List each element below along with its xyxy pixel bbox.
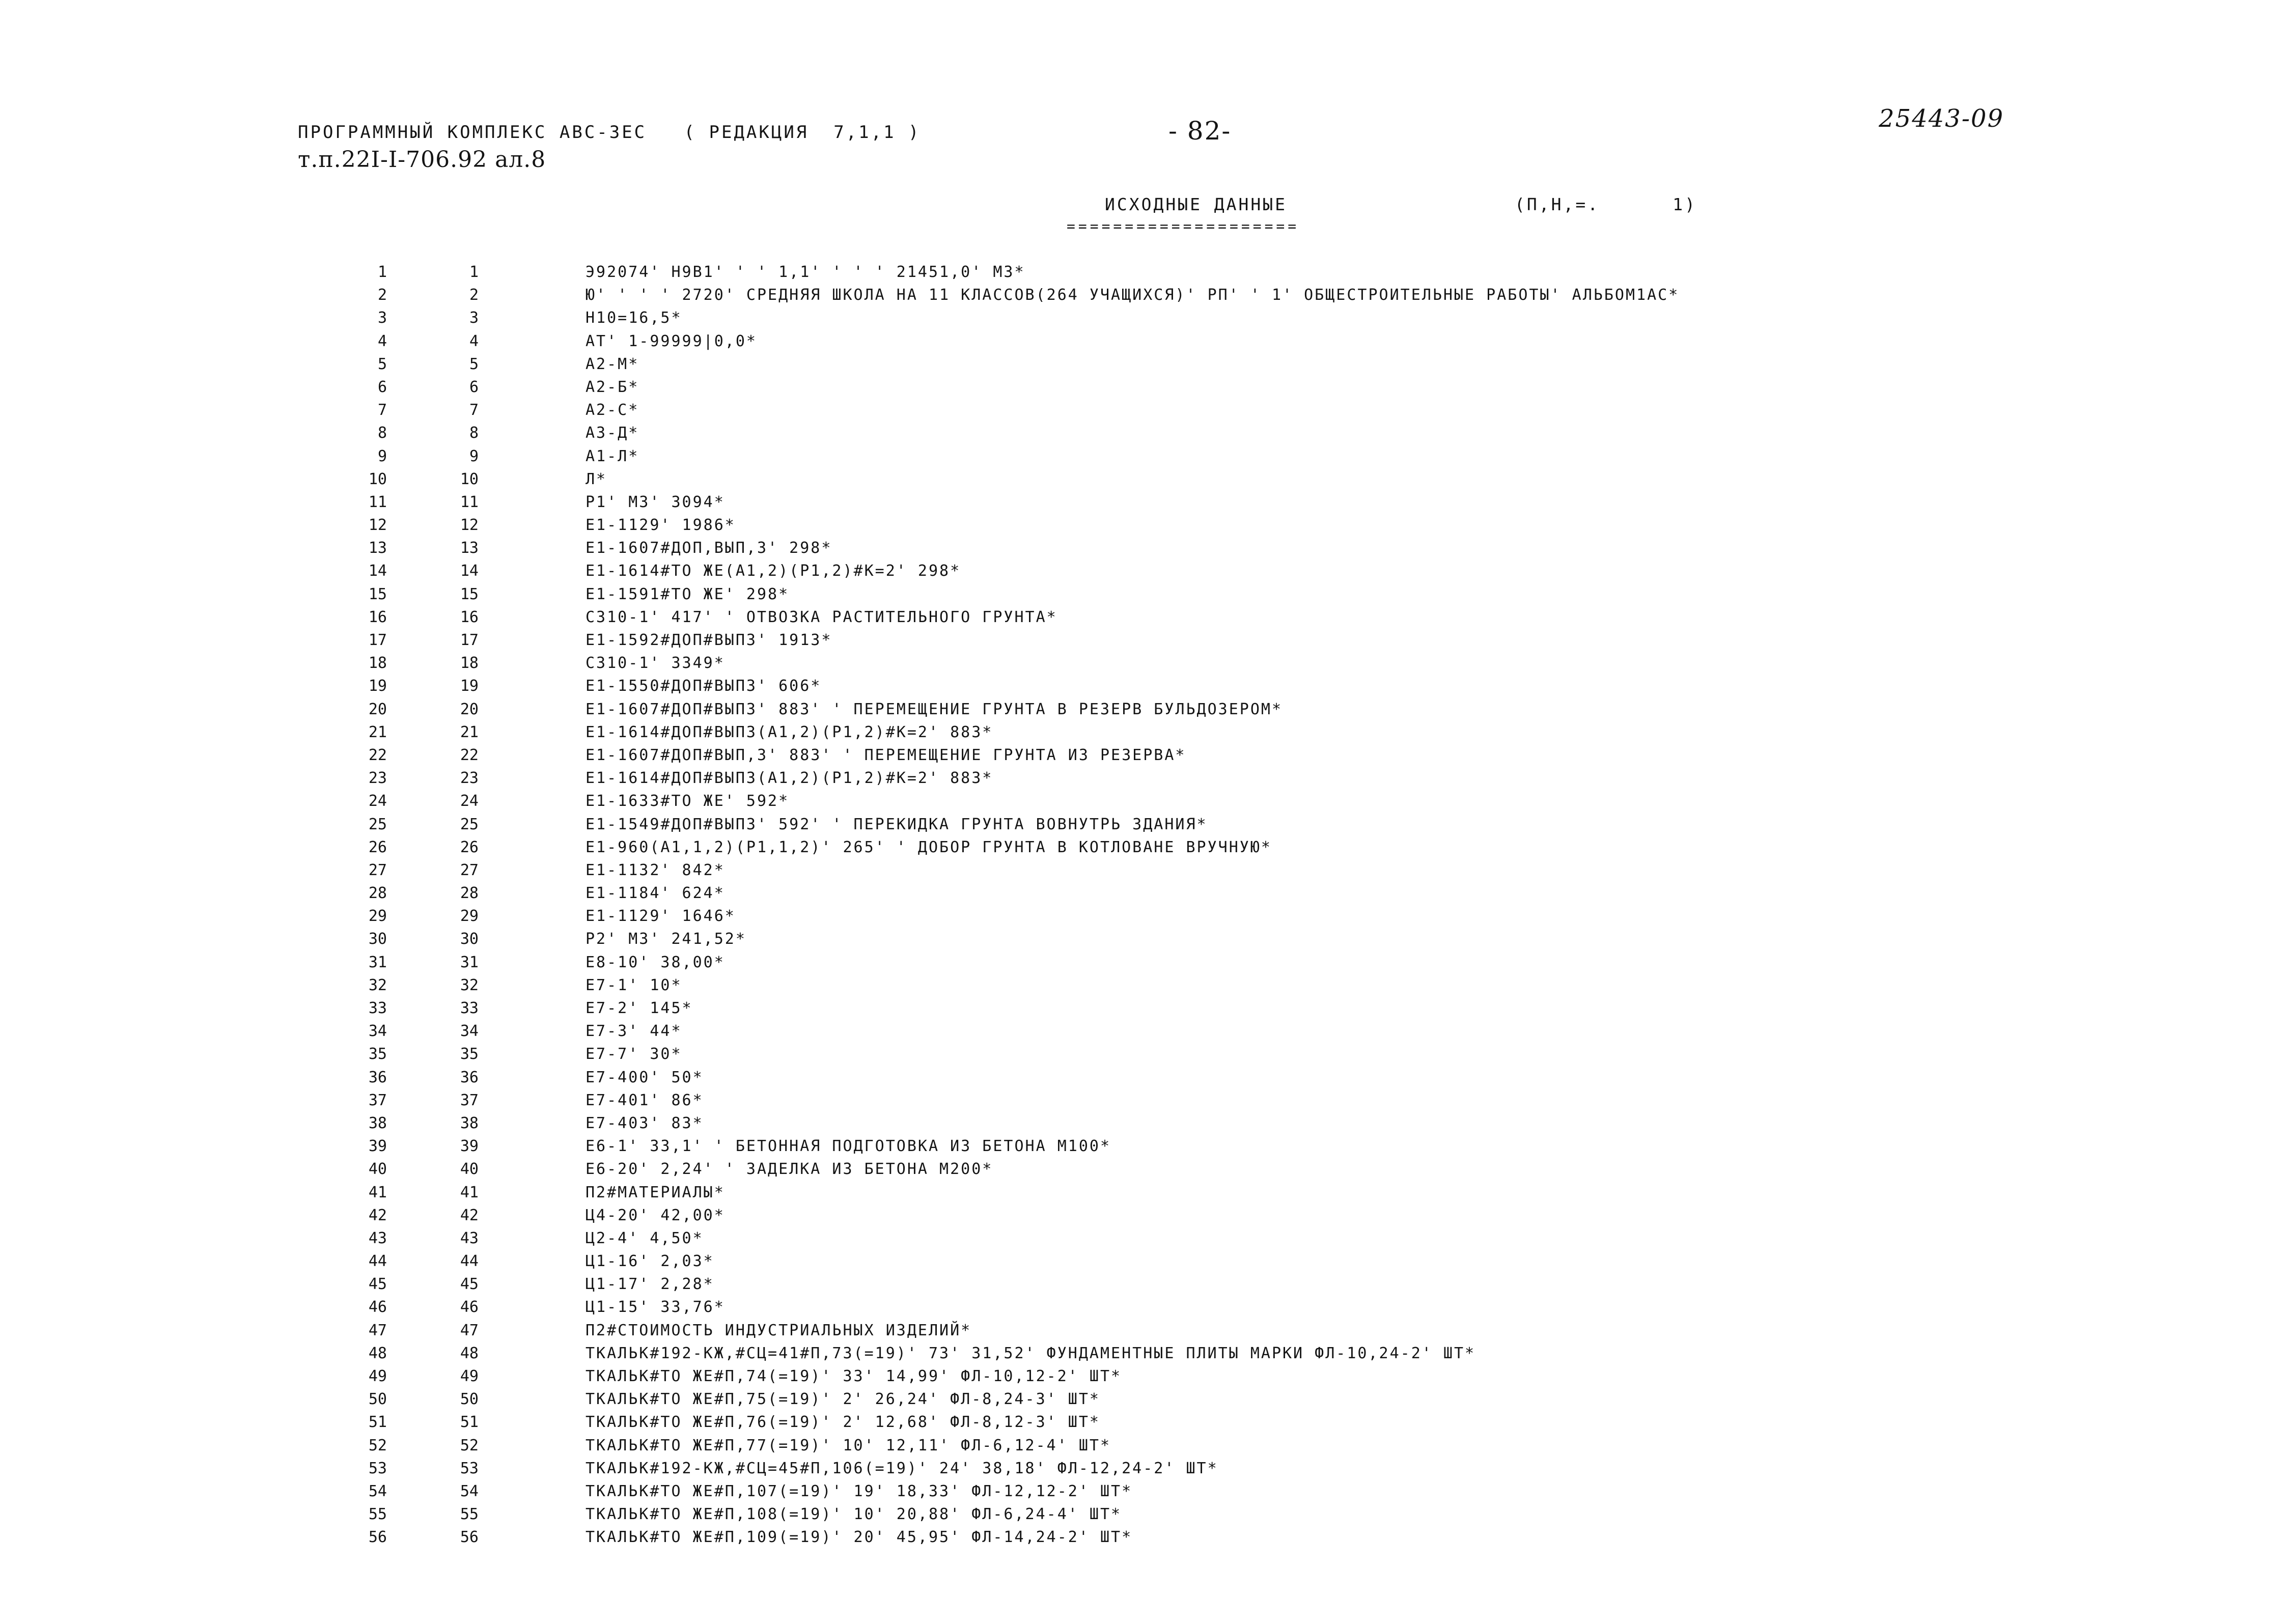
line-number: 42 bbox=[368, 1206, 387, 1224]
listing-row bbox=[0, 1365, 2285, 1388]
record-text: Е1-1129' 1646* bbox=[586, 907, 736, 926]
line-number: 21 bbox=[368, 723, 387, 741]
record-number: 46 bbox=[460, 1298, 479, 1317]
record-text: Е1-1607#ДОП#ВЫП,3' 883' ' ПЕРЕМЕЩЕНИЕ ГРУНТА ИЗ РЕЗЕРВА* bbox=[586, 746, 1186, 764]
record-text: Ц1-15' 33,76* bbox=[586, 1298, 725, 1317]
line-number: 7 bbox=[377, 401, 387, 419]
record-text: Е1-1614#ТО ЖЕ(А1,2)(Р1,2)#К=2' 298* bbox=[586, 562, 961, 580]
record-number: 10 bbox=[460, 470, 479, 488]
archive-number: 25443-09 bbox=[1879, 104, 2004, 133]
line-number: 3 bbox=[377, 309, 387, 327]
record-text: А2-Б* bbox=[586, 378, 639, 396]
record-text: ТКАЛЬК#ТО ЖЕ#П,77(=19)' 10' 12,11' ФЛ-6,12-4' ШТ* bbox=[586, 1436, 1111, 1454]
listing-row bbox=[0, 468, 2285, 491]
listing-row bbox=[0, 1066, 2285, 1089]
record-number: 42 bbox=[460, 1206, 479, 1224]
record-number: 44 bbox=[460, 1252, 479, 1271]
line-number: 36 bbox=[368, 1068, 387, 1086]
record-number: 17 bbox=[460, 631, 479, 649]
record-number: 30 bbox=[460, 930, 479, 948]
line-number: 49 bbox=[368, 1367, 387, 1385]
line-number: 54 bbox=[368, 1482, 387, 1500]
listing-row bbox=[0, 353, 2285, 376]
record-number: 27 bbox=[460, 861, 479, 879]
listing-row bbox=[0, 1043, 2285, 1066]
record-number: 11 bbox=[460, 493, 479, 511]
record-number: 54 bbox=[460, 1482, 479, 1500]
record-text: Е6-1' 33,1' ' БЕТОННАЯ ПОДГОТОВКА ИЗ БЕТОНА М100* bbox=[586, 1137, 1111, 1156]
listing-row bbox=[0, 882, 2285, 905]
listing-row bbox=[0, 836, 2285, 859]
record-number: 12 bbox=[460, 516, 479, 535]
line-number: 50 bbox=[368, 1390, 387, 1409]
listing-row bbox=[0, 284, 2285, 306]
line-number: 17 bbox=[368, 631, 387, 649]
line-number: 10 bbox=[368, 470, 387, 488]
line-number: 40 bbox=[368, 1160, 387, 1179]
record-text: Е1-1614#ДОП#ВЫП3(А1,2)(Р1,2)#К=2' 883* bbox=[586, 723, 993, 741]
listing-row bbox=[0, 306, 2285, 329]
line-number: 9 bbox=[377, 447, 387, 465]
record-number: 8 bbox=[469, 424, 479, 442]
listing-row bbox=[0, 1020, 2285, 1043]
listing-row bbox=[0, 1250, 2285, 1273]
record-text: Л* bbox=[586, 470, 607, 488]
line-number: 14 bbox=[368, 562, 387, 580]
record-text: П2#СТОИМОСТЬ ИНДУСТРИАЛЬНЫХ ИЗДЕЛИЙ* bbox=[586, 1321, 972, 1339]
record-number: 5 bbox=[469, 355, 479, 373]
line-number: 35 bbox=[368, 1045, 387, 1063]
record-text: Е1-1550#ДОП#ВЫП3' 606* bbox=[586, 677, 822, 695]
record-text: Е1-960(А1,1,2)(Р1,1,2)' 265' ' ДОБОР ГРУНТА В КОТЛОВАНЕ ВРУЧНУЮ* bbox=[586, 838, 1272, 856]
line-number: 18 bbox=[368, 654, 387, 673]
document-reference: т.п.22I-I-706.92 ал.8 bbox=[298, 147, 546, 173]
record-number: 47 bbox=[460, 1321, 479, 1339]
listing-row bbox=[0, 1457, 2285, 1480]
line-number: 5 bbox=[377, 355, 387, 373]
listing-row bbox=[0, 1319, 2285, 1342]
record-text: ТКАЛЬК#ТО ЖЕ#П,76(=19)' 2' 12,68' ФЛ-8,12-3' ШТ* bbox=[586, 1413, 1100, 1432]
record-number: 28 bbox=[460, 884, 479, 903]
record-number: 4 bbox=[469, 332, 479, 350]
listing-row bbox=[0, 1526, 2285, 1549]
line-number: 55 bbox=[368, 1505, 387, 1524]
line-number: 4 bbox=[377, 332, 387, 350]
listing-row bbox=[0, 974, 2285, 997]
listing-row bbox=[0, 1227, 2285, 1250]
listing-row bbox=[0, 559, 2285, 582]
record-text: ТКАЛЬК#192-КЖ,#СЦ=41#П,73(=19)' 73' 31,52' ФУНДАМЕНТНЫЕ ПЛИТЫ МАРКИ ФЛ-10,24-2' ШТ* bbox=[586, 1344, 1476, 1362]
record-text: ТКАЛЬК#ТО ЖЕ#П,75(=19)' 2' 26,24' ФЛ-8,24-3' ШТ* bbox=[586, 1390, 1100, 1409]
record-text: Е1-1184' 624* bbox=[586, 884, 725, 903]
listing-row bbox=[0, 1273, 2285, 1296]
line-number: 30 bbox=[368, 930, 387, 948]
record-number: 29 bbox=[460, 907, 479, 926]
line-number: 26 bbox=[368, 838, 387, 856]
record-text: Е1-1614#ДОП#ВЫП3(А1,2)(Р1,2)#К=2' 883* bbox=[586, 769, 993, 788]
record-number: 20 bbox=[460, 700, 479, 718]
record-text: Э92074' Н9В1' ' ' 1,1' ' ' ' 21451,0' М3* bbox=[586, 263, 1025, 281]
record-text: ТКАЛЬК#ТО ЖЕ#П,109(=19)' 20' 45,95' ФЛ-14,24-2' ШТ* bbox=[586, 1528, 1133, 1547]
record-text: Е1-1549#ДОП#ВЫП3' 592' ' ПЕРЕКИДКА ГРУНТА ВОВНУТРЬ ЗДАНИЯ* bbox=[586, 815, 1208, 833]
record-number: 6 bbox=[469, 378, 479, 396]
record-text: ТКАЛЬК#ТО ЖЕ#П,108(=19)' 10' 20,88' ФЛ-6,24-4' ШТ* bbox=[586, 1505, 1122, 1524]
record-number: 19 bbox=[460, 677, 479, 695]
listing-row bbox=[0, 928, 2285, 950]
line-number: 25 bbox=[368, 815, 387, 833]
record-text: Е7-1' 10* bbox=[586, 976, 682, 994]
line-number: 53 bbox=[368, 1459, 387, 1477]
line-number: 13 bbox=[368, 539, 387, 557]
line-number: 29 bbox=[368, 907, 387, 926]
record-number: 14 bbox=[460, 562, 479, 580]
listing-row bbox=[0, 721, 2285, 744]
record-number: 13 bbox=[460, 539, 479, 557]
record-number: 37 bbox=[460, 1091, 479, 1109]
line-number: 20 bbox=[368, 700, 387, 718]
line-number: 1 bbox=[377, 263, 387, 281]
record-text: Н10=16,5* bbox=[586, 309, 682, 327]
listing-row bbox=[0, 675, 2285, 697]
record-number: 33 bbox=[460, 999, 479, 1017]
record-number: 49 bbox=[460, 1367, 479, 1385]
listing-row bbox=[0, 813, 2285, 836]
record-text: ТКАЛЬК#ТО ЖЕ#П,74(=19)' 33' 14,99' ФЛ-10,12-2' ШТ* bbox=[586, 1367, 1122, 1385]
listing-row bbox=[0, 399, 2285, 422]
listing-row bbox=[0, 537, 2285, 559]
record-number: 15 bbox=[460, 585, 479, 603]
line-number: 46 bbox=[368, 1298, 387, 1317]
listing-row bbox=[0, 1296, 2285, 1319]
line-number: 2 bbox=[377, 286, 387, 304]
listing-row bbox=[0, 1388, 2285, 1411]
line-number: 15 bbox=[368, 585, 387, 603]
listing-row bbox=[0, 376, 2285, 399]
record-number: 24 bbox=[460, 792, 479, 810]
line-number: 41 bbox=[368, 1183, 387, 1201]
record-text: Е1-1607#ДОП,ВЫП,3' 298* bbox=[586, 539, 832, 557]
section-title-underline: ==================== bbox=[1067, 218, 1300, 235]
record-number: 36 bbox=[460, 1068, 479, 1086]
record-text: Е7-403' 83* bbox=[586, 1114, 704, 1132]
record-number: 1 bbox=[469, 263, 479, 281]
listing-row bbox=[0, 1089, 2285, 1112]
line-number: 22 bbox=[368, 746, 387, 764]
line-number: 52 bbox=[368, 1436, 387, 1454]
record-number: 55 bbox=[460, 1505, 479, 1524]
record-text: С310-1' 417' ' ОТВОЗКА РАСТИТЕЛЬНОГО ГРУНТА* bbox=[586, 608, 1057, 626]
record-number: 3 bbox=[469, 309, 479, 327]
record-number: 45 bbox=[460, 1275, 479, 1294]
record-number: 18 bbox=[460, 654, 479, 673]
record-number: 50 bbox=[460, 1390, 479, 1409]
line-number: 48 bbox=[368, 1344, 387, 1362]
listing-row bbox=[0, 330, 2285, 353]
line-number: 43 bbox=[368, 1229, 387, 1247]
listing-row bbox=[0, 652, 2285, 675]
listing-row bbox=[0, 261, 2285, 284]
record-number: 31 bbox=[460, 953, 479, 971]
record-text: Е8-10' 38,00* bbox=[586, 953, 725, 971]
line-number: 32 bbox=[368, 976, 387, 994]
record-text: Е7-7' 30* bbox=[586, 1045, 682, 1063]
listing-row bbox=[0, 1112, 2285, 1135]
section-title: ИСХОДНЫЕ ДАННЫЕ bbox=[1105, 194, 1288, 214]
record-text: Р2' М3' 241,52* bbox=[586, 930, 746, 948]
record-number: 34 bbox=[460, 1022, 479, 1041]
record-number: 53 bbox=[460, 1459, 479, 1477]
record-number: 23 bbox=[460, 769, 479, 788]
record-text: А2-С* bbox=[586, 401, 639, 419]
listing-row bbox=[0, 1135, 2285, 1158]
listing-row bbox=[0, 491, 2285, 514]
record-number: 7 bbox=[469, 401, 479, 419]
line-number: 34 bbox=[368, 1022, 387, 1041]
listing-row bbox=[0, 698, 2285, 721]
record-number: 40 bbox=[460, 1160, 479, 1179]
record-text: Р1' М3' 3094* bbox=[586, 493, 725, 511]
record-number: 35 bbox=[460, 1045, 479, 1063]
listing-row bbox=[0, 790, 2285, 813]
line-number: 11 bbox=[368, 493, 387, 511]
record-number: 26 bbox=[460, 838, 479, 856]
record-text: ТКАЛЬК#ТО ЖЕ#П,107(=19)' 19' 18,33' ФЛ-12,12-2' ШТ* bbox=[586, 1482, 1133, 1500]
record-text: Е7-401' 86* bbox=[586, 1091, 704, 1109]
record-text: Ц4-20' 42,00* bbox=[586, 1206, 725, 1224]
listing-row bbox=[0, 1503, 2285, 1526]
line-number: 37 bbox=[368, 1091, 387, 1109]
record-number: 16 bbox=[460, 608, 479, 626]
listing-row bbox=[0, 1480, 2285, 1503]
page-number: - 82- bbox=[1168, 116, 1232, 146]
line-number: 47 bbox=[368, 1321, 387, 1339]
record-text: Е1-1129' 1986* bbox=[586, 516, 736, 535]
record-text: С310-1' 3349* bbox=[586, 654, 725, 673]
listing-row bbox=[0, 629, 2285, 652]
record-number: 43 bbox=[460, 1229, 479, 1247]
record-text: Ц2-4' 4,50* bbox=[586, 1229, 704, 1247]
record-text: Е1-1132' 842* bbox=[586, 861, 725, 879]
listing-row bbox=[0, 422, 2285, 444]
record-number: 22 bbox=[460, 746, 479, 764]
record-text: А1-Л* bbox=[586, 447, 639, 465]
record-text: П2#МАТЕРИАЛЫ* bbox=[586, 1183, 725, 1201]
input-data-listing bbox=[0, 261, 2285, 1549]
line-number: 23 bbox=[368, 769, 387, 788]
program-header: ПРОГРАММНЫЙ КОМПЛЕКС АВС-3ЕС ( РЕДАКЦИЯ 7,1,1 ) bbox=[298, 122, 921, 143]
line-number: 8 bbox=[377, 424, 387, 442]
line-number: 24 bbox=[368, 792, 387, 810]
record-text: ТКАЛЬК#192-КЖ,#СЦ=45#П,106(=19)' 24' 38,18' ФЛ-12,24-2' ШТ* bbox=[586, 1459, 1218, 1477]
listing-row bbox=[0, 514, 2285, 537]
listing-row bbox=[0, 951, 2285, 974]
record-text: Ц1-17' 2,28* bbox=[586, 1275, 714, 1294]
record-number: 52 bbox=[460, 1436, 479, 1454]
listing-row bbox=[0, 1158, 2285, 1181]
record-text: Ю' ' ' ' 2720' СРЕДНЯЯ ШКОЛА НА 11 КЛАССОВ(264 УЧАЩИХСЯ)' РП' ' 1' ОБЩЕСТРОИТЕЛЬНЫЕ РАБОТЫ' АЛЬБОМ1АС* bbox=[586, 286, 1680, 304]
section-parameters: (П,Н,=. 1) bbox=[1515, 194, 1697, 214]
record-text: Е1-1607#ДОП#ВЫП3' 883' ' ПЕРЕМЕЩЕНИЕ ГРУНТА В РЕЗЕРВ БУЛЬДОЗЕРОМ* bbox=[586, 700, 1283, 718]
record-number: 32 bbox=[460, 976, 479, 994]
line-number: 39 bbox=[368, 1137, 387, 1156]
record-text: Е6-20' 2,24' ' ЗАДЕЛКА ИЗ БЕТОНА М200* bbox=[586, 1160, 993, 1179]
record-text: Е1-1591#ТО ЖЕ' 298* bbox=[586, 585, 790, 603]
line-number: 38 bbox=[368, 1114, 387, 1132]
record-text: Е7-3' 44* bbox=[586, 1022, 682, 1041]
line-number: 12 bbox=[368, 516, 387, 535]
line-number: 33 bbox=[368, 999, 387, 1017]
line-number: 16 bbox=[368, 608, 387, 626]
listing-row bbox=[0, 1342, 2285, 1365]
record-text: Е1-1633#ТО ЖЕ' 592* bbox=[586, 792, 790, 810]
record-number: 21 bbox=[460, 723, 479, 741]
listing-row bbox=[0, 1434, 2285, 1457]
listing-row bbox=[0, 859, 2285, 882]
listing-row bbox=[0, 744, 2285, 767]
record-number: 48 bbox=[460, 1344, 479, 1362]
record-text: Е7-400' 50* bbox=[586, 1068, 704, 1086]
line-number: 45 bbox=[368, 1275, 387, 1294]
record-text: А3-Д* bbox=[586, 424, 639, 442]
record-text: А2-М* bbox=[586, 355, 639, 373]
line-number: 28 bbox=[368, 884, 387, 903]
record-text: Е7-2' 145* bbox=[586, 999, 693, 1017]
record-number: 56 bbox=[460, 1528, 479, 1547]
record-number: 39 bbox=[460, 1137, 479, 1156]
line-number: 19 bbox=[368, 677, 387, 695]
listing-row bbox=[0, 1181, 2285, 1204]
listing-row bbox=[0, 445, 2285, 468]
line-number: 31 bbox=[368, 953, 387, 971]
record-text: Е1-1592#ДОП#ВЫП3' 1913* bbox=[586, 631, 832, 649]
record-number: 9 bbox=[469, 447, 479, 465]
record-text: АТ' 1-99999|0,0* bbox=[586, 332, 757, 350]
listing-row bbox=[0, 1204, 2285, 1227]
record-number: 41 bbox=[460, 1183, 479, 1201]
line-number: 44 bbox=[368, 1252, 387, 1271]
line-number: 51 bbox=[368, 1413, 387, 1432]
line-number: 27 bbox=[368, 861, 387, 879]
record-number: 51 bbox=[460, 1413, 479, 1432]
record-text: Ц1-16' 2,03* bbox=[586, 1252, 714, 1271]
record-number: 2 bbox=[469, 286, 479, 304]
line-number: 56 bbox=[368, 1528, 387, 1547]
listing-row bbox=[0, 905, 2285, 928]
record-number: 38 bbox=[460, 1114, 479, 1132]
listing-row bbox=[0, 1411, 2285, 1434]
listing-row bbox=[0, 606, 2285, 629]
line-number: 6 bbox=[377, 378, 387, 396]
record-number: 25 bbox=[460, 815, 479, 833]
listing-row bbox=[0, 767, 2285, 790]
listing-row bbox=[0, 997, 2285, 1020]
listing-row bbox=[0, 583, 2285, 606]
